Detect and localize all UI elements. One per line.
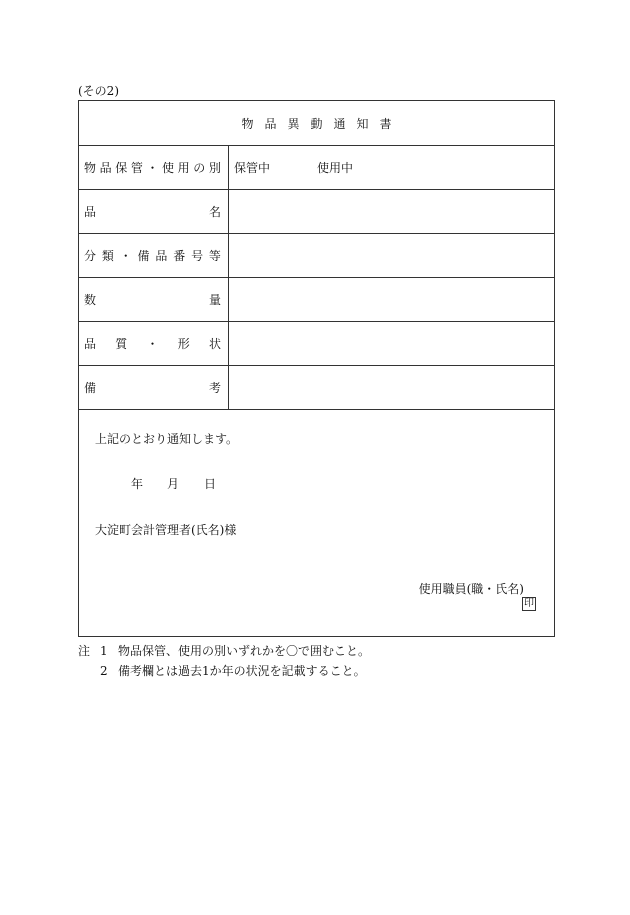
- label-char: 数: [84, 293, 97, 307]
- label-char: 量: [208, 293, 221, 307]
- value-remarks[interactable]: [229, 366, 554, 409]
- row-storage-use: [79, 146, 554, 190]
- date-month: 月: [167, 477, 180, 491]
- value-quantity[interactable]: [229, 278, 554, 321]
- label-cell: [79, 146, 229, 189]
- label-char: 番: [173, 249, 186, 263]
- page-label: (その2): [78, 84, 119, 98]
- date-year: 年: [131, 477, 144, 491]
- label-char: 別: [208, 161, 221, 175]
- label-char: 使: [162, 161, 175, 175]
- label-storage-use: [84, 146, 221, 189]
- label-char: 名: [208, 205, 221, 219]
- note-number: 1: [100, 644, 108, 658]
- title-row: [79, 101, 554, 146]
- label-char: 類: [101, 249, 114, 263]
- notice-text: 上記のとおり通知します。: [95, 432, 239, 446]
- note-text: 備考欄とは過去1か年の状況を記載すること。: [118, 664, 366, 678]
- label-char: 考: [208, 381, 221, 395]
- label-char: ・: [146, 161, 159, 175]
- value-category-number[interactable]: [229, 234, 554, 277]
- label-category-number: [84, 234, 221, 277]
- label-item-name: [84, 190, 221, 233]
- label-cell: [79, 190, 229, 233]
- notification-form: [78, 100, 555, 637]
- row-remarks: [79, 366, 554, 410]
- label-char: の: [193, 161, 206, 175]
- label-char: ・: [146, 337, 159, 351]
- note-text: 物品保管、使用の別いずれかを〇で囲むこと。: [118, 644, 371, 658]
- option-in-use[interactable]: 使用中: [317, 161, 354, 175]
- notice-area: [79, 410, 554, 636]
- label-cell: [79, 234, 229, 277]
- label-char: 質: [115, 337, 128, 351]
- label-char: 備: [137, 249, 150, 263]
- row-category-number: [79, 234, 554, 278]
- row-quality-shape: [79, 322, 554, 366]
- label-char: 等: [208, 249, 221, 263]
- label-char: 号: [191, 249, 204, 263]
- note-number: 2: [100, 664, 108, 678]
- value-item-name[interactable]: [229, 190, 554, 233]
- label-cell: [79, 322, 229, 365]
- row-item-name: [79, 190, 554, 234]
- label-char: 用: [177, 161, 190, 175]
- label-cell: [79, 366, 229, 409]
- label-char: 形: [177, 337, 190, 351]
- label-quantity: [84, 278, 221, 321]
- value-storage-use[interactable]: [229, 146, 554, 189]
- label-quality-shape: [84, 322, 221, 365]
- value-quality-shape[interactable]: [229, 322, 554, 365]
- note-head: 注: [78, 644, 91, 658]
- label-cell: [79, 278, 229, 321]
- label-char: 品: [155, 249, 168, 263]
- label-char: 物: [84, 161, 97, 175]
- date-day: 日: [204, 477, 217, 491]
- label-char: ・: [119, 249, 132, 263]
- label-char: 品: [84, 205, 97, 219]
- option-storage[interactable]: 保管中: [234, 161, 271, 175]
- label-char: 品: [99, 161, 112, 175]
- seal-icon: 印: [524, 598, 534, 609]
- label-char: 品: [84, 337, 97, 351]
- form-title: 物品異動通知書: [241, 116, 403, 131]
- label-char: 備: [84, 381, 97, 395]
- signer-label: 使用職員(職・氏名): [418, 582, 524, 596]
- recipient: 大淀町会計管理者(氏名)様: [95, 523, 237, 537]
- label-remarks: [84, 366, 221, 409]
- row-quantity: [79, 278, 554, 322]
- label-char: 管: [130, 161, 143, 175]
- label-char: 分: [84, 249, 97, 263]
- label-char: 保: [115, 161, 128, 175]
- label-char: 状: [208, 337, 221, 351]
